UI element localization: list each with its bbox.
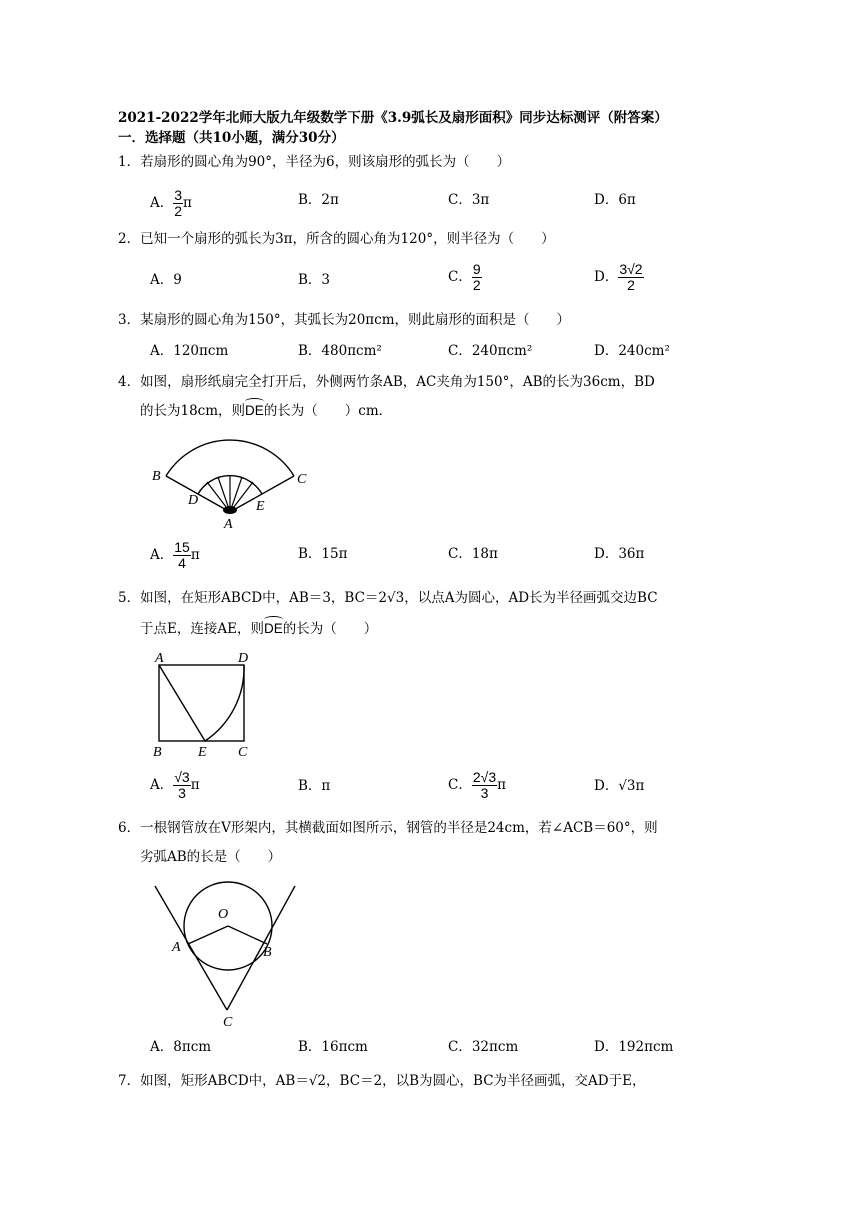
q4-option-c: C．18π xyxy=(448,546,498,562)
question-7: 7．如图，矩形ABCD中，AB＝√2，BC＝2，以B为圆心，BC为半径画弧，交AD于E， xyxy=(118,1073,646,1089)
question-4-line2: 的长为18cm，则DE的长为（ ）cm． xyxy=(140,403,393,419)
q2-option-d: D． $\frac{3√2}{2}$ xyxy=(594,261,643,293)
question-5-line1: 5．如图，在矩形ABCD中，AB＝3，BC＝2√3，以点A为圆心，AD长为半径画弧交边BC xyxy=(118,590,658,606)
label-a: A xyxy=(155,651,164,666)
section-heading: 一．选择题（共10小题，满分30分） xyxy=(118,130,345,146)
arc-de-symbol: DE xyxy=(264,619,283,639)
label-d: D xyxy=(188,493,199,508)
label-b: B xyxy=(263,945,272,960)
q5-option-d: D．√3π xyxy=(594,778,645,794)
q5-option-a: A． $\frac{√3}{3}$ π xyxy=(150,769,200,801)
question-5-line2: 于点E，连接AE，则DE的长为（ ） xyxy=(140,621,378,637)
question-6-line1: 6．一根钢管放在V形架内，其横截面如图所示，钢管的半径是24cm，若∠ACB＝60°，则 xyxy=(118,820,658,836)
q6-option-a: A．8πcm xyxy=(150,1039,212,1055)
q2-option-b: B．3 xyxy=(298,272,331,288)
question-1: 1．若扇形的圆心角为90°，半径为6，则该扇形的弧长为（ ） xyxy=(118,154,511,170)
document-title: 2021-2022学年北师大版九年级数学下册《3.9弧长及扇形面积》同步达标测评（附答案） xyxy=(118,110,668,126)
q3-option-b: B．480πcm² xyxy=(298,343,382,359)
q1-option-a: A． $\frac{3}{2}$ π xyxy=(150,187,192,219)
rectangle-figure xyxy=(150,648,260,758)
question-4-line1: 4．如图，扇形纸扇完全打开后，外侧两竹条AB，AC夹角为150°，AB的长为36cm，BD xyxy=(118,374,655,390)
label-o: O xyxy=(218,907,229,922)
label-c: C xyxy=(223,1015,233,1030)
label-c: C xyxy=(297,472,307,487)
q1-option-b: B．2π xyxy=(298,192,339,208)
label-a: A xyxy=(224,517,233,531)
q2-option-c: C． $\frac{9}{2}$ xyxy=(448,261,481,293)
q6-option-c: C．32πcm xyxy=(448,1039,519,1055)
q6-option-b: B．16πcm xyxy=(298,1039,368,1055)
question-6-line2: 劣弧AB的长是（ ） xyxy=(140,849,282,865)
label-e: E xyxy=(256,499,265,514)
q3-option-a: A．120πcm xyxy=(150,343,229,359)
q2-option-a: A．9 xyxy=(150,272,182,288)
label-c: C xyxy=(238,745,248,758)
q4-option-d: D．36π xyxy=(594,546,645,562)
q4-option-b: B．15π xyxy=(298,546,348,562)
question-2: 2．已知一个扇形的弧长为3π，所含的圆心角为120°，则半径为（ ） xyxy=(118,231,555,247)
label-d: D xyxy=(238,651,249,666)
fan-figure xyxy=(150,436,310,531)
label-b: B xyxy=(152,469,161,484)
q4-option-a: A． $\frac{15}{4}$ π xyxy=(150,539,200,571)
q1-option-c: C．3π xyxy=(448,192,490,208)
q1-option-d: D．6π xyxy=(594,192,636,208)
q5-option-b: B．π xyxy=(298,778,331,794)
arc-de-symbol: DE xyxy=(245,401,264,421)
v-frame-figure xyxy=(150,876,310,1031)
label-b: B xyxy=(153,745,162,758)
question-3: 3．某扇形的圆心角为150°，其弧长为20πcm，则此扇形的面积是（ ） xyxy=(118,312,571,328)
label-a: A xyxy=(172,940,181,955)
label-e: E xyxy=(198,745,207,758)
q3-option-c: C．240πcm² xyxy=(448,343,533,359)
q3-option-d: D．240cm² xyxy=(594,343,670,359)
q6-option-d: D．192πcm xyxy=(594,1039,674,1055)
q5-option-c: C． $\frac{2√3}{3}$ π xyxy=(448,769,506,801)
